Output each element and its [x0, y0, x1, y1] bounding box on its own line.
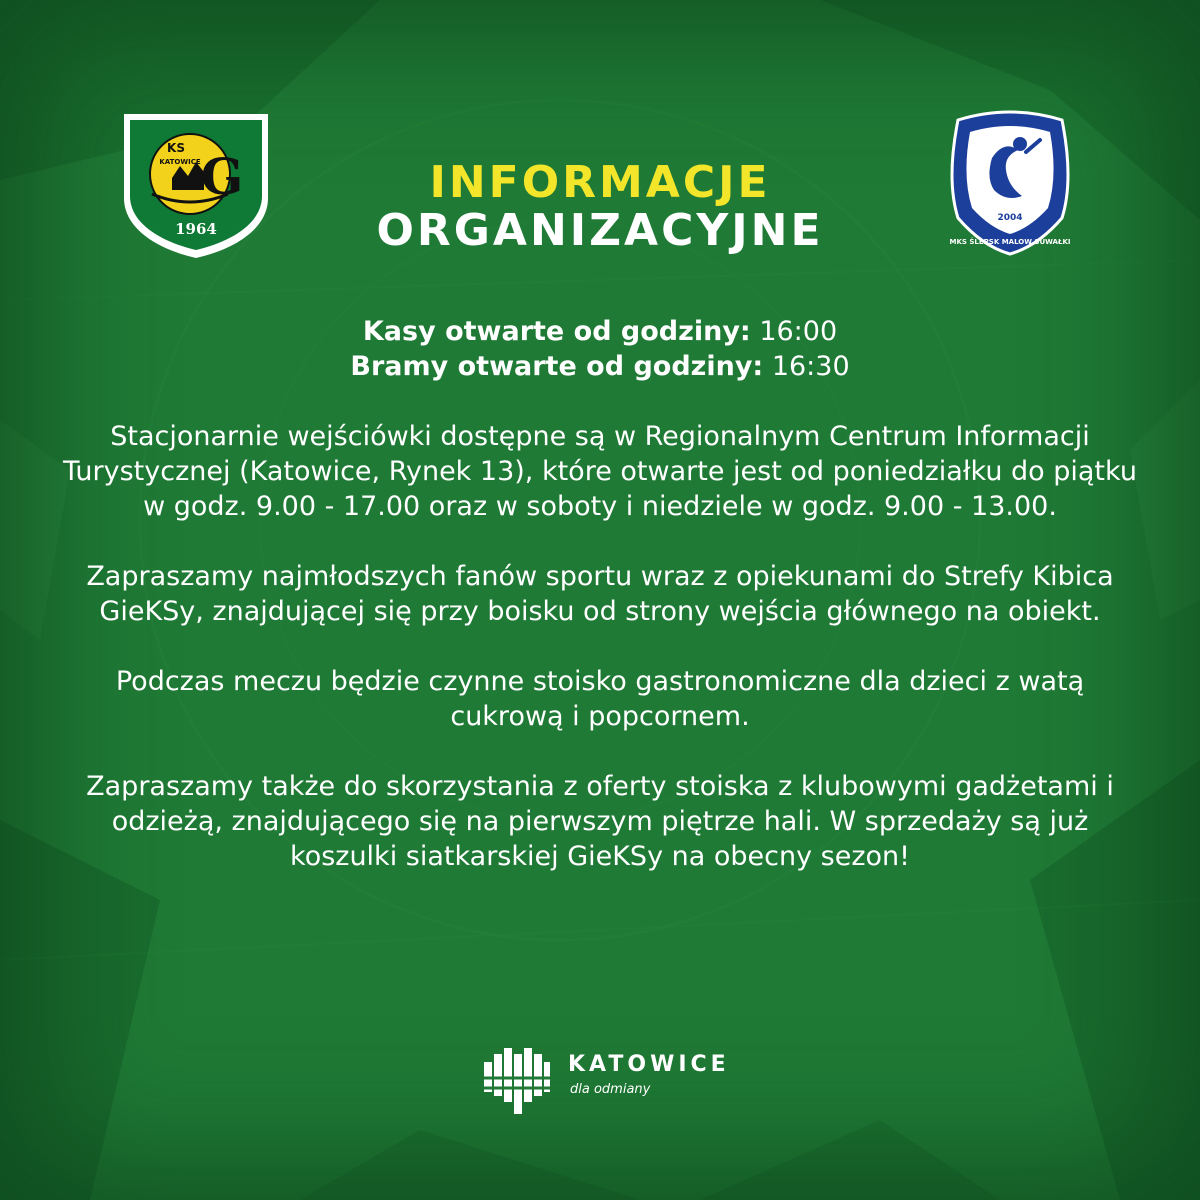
away-crest-ring-text: MKS ŚLEPSK MALOW SUWAŁKI	[949, 238, 1071, 246]
sponsor-tagline: dla odmiany	[570, 1082, 651, 1097]
gates-hours	[60, 349, 1140, 384]
home-crest-letter: G	[200, 147, 244, 206]
sponsor-name: KATOWICE	[568, 1052, 730, 1077]
home-crest-sub-text: KATOWICE	[159, 158, 201, 166]
food-stand-paragraph: Podczas meczu będzie czynne stoisko gastronomiczne dla dzieci z watą cukrową i popcornem.	[115, 666, 1085, 732]
away-team-crest	[948, 110, 1072, 256]
sponsor-logo-katowice	[482, 1044, 730, 1118]
ticket-office-time: 16:00	[759, 316, 838, 347]
away-crest-year: 2004	[997, 213, 1023, 223]
page-title	[250, 157, 950, 257]
title-line-informacje: INFORMACJE	[429, 157, 771, 209]
gates-label: Bramy otwarte od godziny:	[350, 351, 764, 382]
title-line-organizacyjne: ORGANIZACYJNE	[376, 205, 824, 257]
merch-stand-paragraph: Zapraszamy także do skorzystania z oferty stoiska z klubowymi gadżetami i odzieżą, znajdującego się na pierwszym piętrze hali. W sprzedaży są już koszulki siatkarskiej GieKSy na obecny sezon!	[86, 771, 1114, 872]
gates-time: 16:30	[771, 351, 850, 382]
home-crest-year: 1964	[175, 220, 217, 238]
fan-zone-paragraph: Zapraszamy najmłodszych fanów sportu wraz z opiekunami do Strefy Kibica GieKSy, znajdującej się przy boisku od strony wejścia głównego na obiekt.	[86, 561, 1114, 627]
katowice-city-mark-icon	[482, 1044, 552, 1118]
home-team-crest	[122, 112, 270, 260]
ticket-office-hours	[60, 314, 1140, 349]
tickets-paragraph: Stacjonarnie wejściówki dostępne są w Regionalnym Centrum Informacji Turystycznej (Katowice, Rynek 13), które otwarte jest od poniedziałku do piątku w godz. 9.00 - 17.00 oraz w soboty i niedziele w godz. 9.00 - 13.00.	[63, 421, 1137, 522]
ticket-office-label: Kasy otwarte od godziny:	[362, 316, 751, 347]
home-crest-top-text: KS	[167, 141, 185, 155]
info-content	[60, 314, 1140, 874]
